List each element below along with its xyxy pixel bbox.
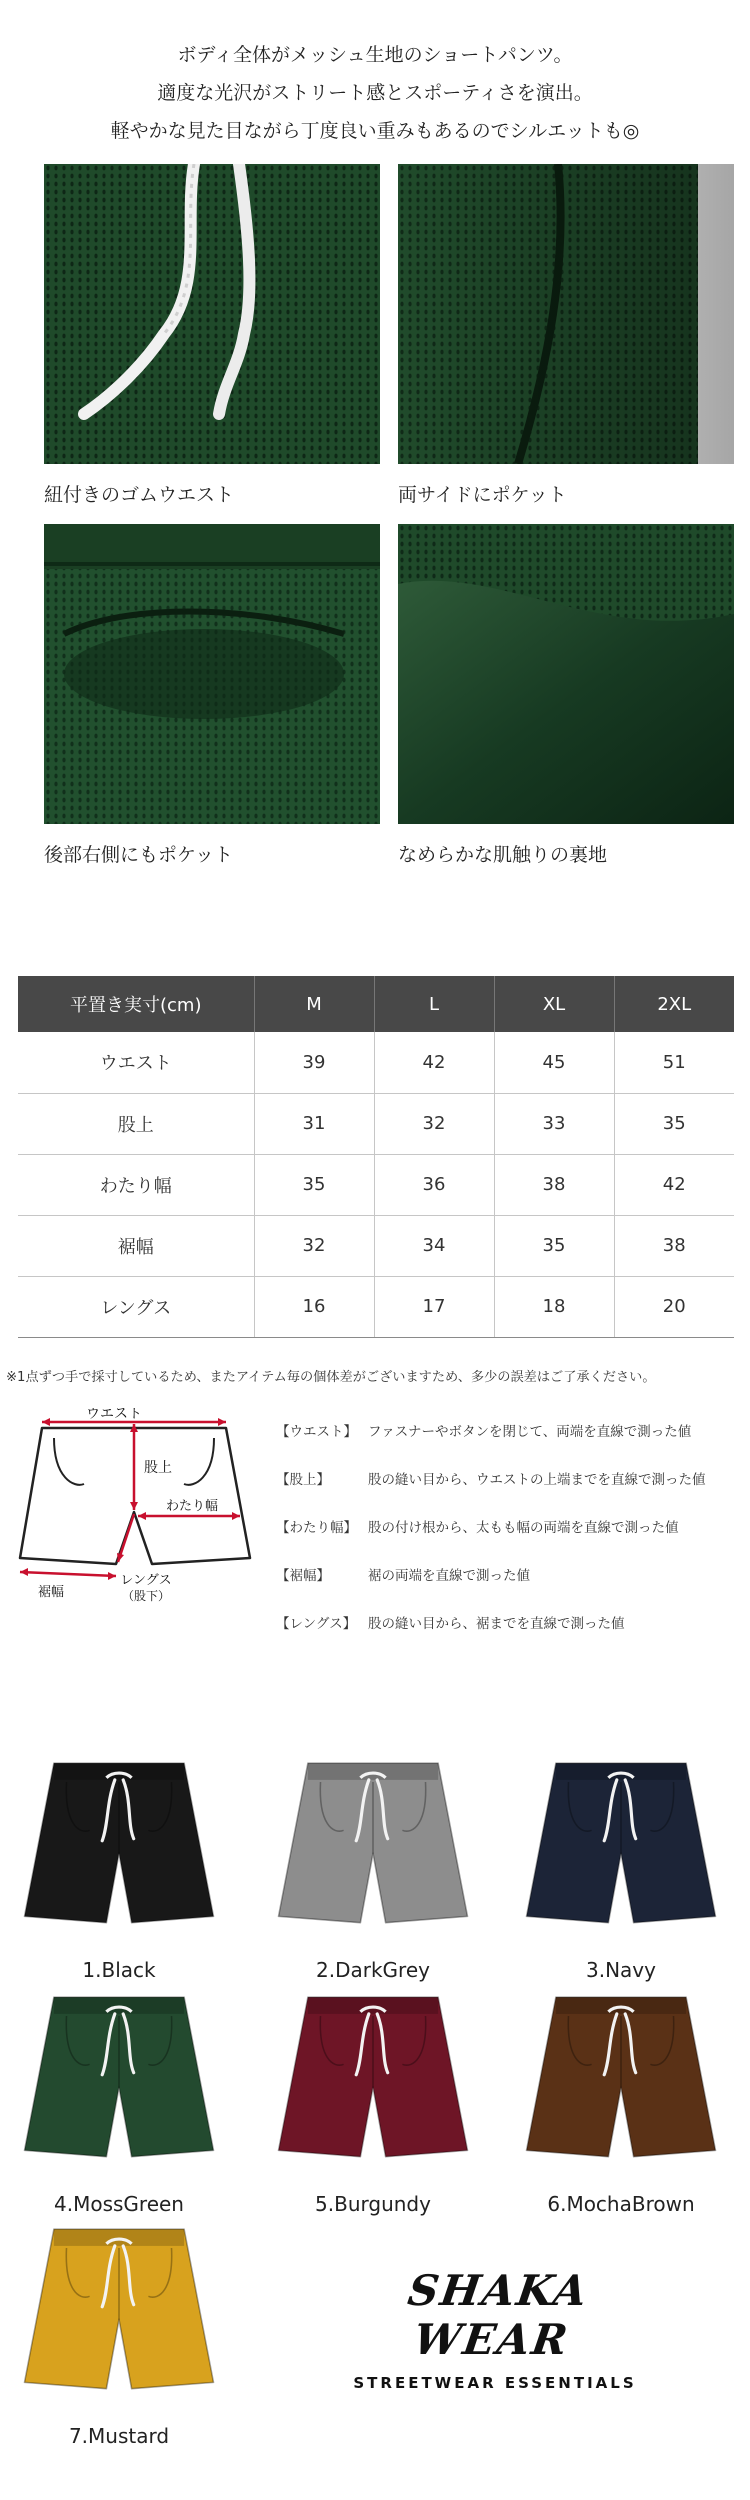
color-variant-burgundy[interactable]	[258, 1974, 488, 2216]
table-cell: 36	[374, 1154, 494, 1215]
shorts-image	[268, 1974, 478, 2184]
diagram-label-waist: ウエスト	[86, 1408, 142, 1422]
color-label: 1.Black	[82, 1958, 156, 1982]
diagram-label-thigh: わたり幅	[166, 1499, 219, 1514]
table-header-cell: XL	[494, 976, 614, 1032]
table-cell: ウエスト	[18, 1032, 254, 1093]
table-cell: 33	[494, 1093, 614, 1154]
table-cell: 39	[254, 1032, 374, 1093]
definition-row	[276, 1564, 746, 1612]
definition-text: 股の付け根から、太もも幅の両端を直線で測った値	[368, 1520, 679, 1536]
detail-photo-waist	[44, 164, 380, 464]
brand-tagline: STREETWEAR ESSENTIALS	[353, 2374, 637, 2392]
table-cell: 20	[614, 1276, 734, 1337]
shorts-image	[14, 2206, 224, 2416]
detail-caption: 紐付きのゴムウエスト	[44, 484, 235, 506]
color-variant-darkgrey[interactable]	[258, 1740, 488, 1982]
brand-logo	[345, 2266, 645, 2392]
shorts-image	[516, 1974, 726, 2184]
table-row	[18, 1032, 734, 1093]
diagram-label-rise: 股上	[144, 1460, 172, 1476]
table-header-cell: 平置き実寸(cm)	[18, 976, 254, 1032]
detail-photo-lining	[398, 524, 734, 824]
definition-key: 【裾幅】	[276, 1568, 330, 1584]
shorts-image	[516, 1740, 726, 1950]
table-row	[18, 1215, 734, 1276]
measurement-diagram	[14, 1408, 264, 1608]
table-cell: 35	[614, 1093, 734, 1154]
detail-caption: 両サイドにポケット	[398, 484, 567, 506]
definition-row	[276, 1516, 746, 1564]
table-cell: 32	[374, 1093, 494, 1154]
table-cell: 股上	[18, 1093, 254, 1154]
definition-text: 股の縫い目から、ウエストの上端までを直線で測った値	[368, 1472, 706, 1488]
intro-line: 軽やかな見た目ながら丁度良い重みもあるのでシルエットも◎	[110, 120, 640, 142]
table-cell: 35	[254, 1154, 374, 1215]
table-cell: レングス	[18, 1276, 254, 1337]
table-cell: 35	[494, 1215, 614, 1276]
definition-key: 【レングス】	[276, 1616, 357, 1632]
color-variant-mochabrown[interactable]	[506, 1974, 736, 2216]
table-cell: 17	[374, 1276, 494, 1337]
definition-key: 【わたり幅】	[276, 1520, 357, 1536]
shorts-image	[268, 1740, 478, 1950]
table-cell: 18	[494, 1276, 614, 1337]
color-variant-navy[interactable]	[506, 1740, 736, 1982]
table-cell: 42	[614, 1154, 734, 1215]
detail-photo-back-pocket	[44, 524, 380, 824]
definition-row	[276, 1612, 746, 1660]
definition-key: 【ウエスト】	[276, 1424, 357, 1440]
brand-name: SHAKA WEAR	[405, 2266, 592, 2364]
table-cell: 42	[374, 1032, 494, 1093]
table-cell: 34	[374, 1215, 494, 1276]
intro-text	[0, 36, 750, 150]
table-cell: 45	[494, 1032, 614, 1093]
color-label: 6.MochaBrown	[547, 2192, 695, 2216]
intro-line: 適度な光沢がストリート感とスポーティさを演出。	[157, 82, 593, 104]
color-variant-black[interactable]	[4, 1740, 234, 1982]
color-variant-mossgreen[interactable]	[4, 1974, 234, 2216]
color-variant-mustard[interactable]	[4, 2206, 234, 2448]
color-label: 5.Burgundy	[315, 2192, 431, 2216]
color-label: 3.Navy	[586, 1958, 656, 1982]
table-cell: 16	[254, 1276, 374, 1337]
color-label: 7.Mustard	[68, 2424, 170, 2448]
size-table-header	[18, 976, 734, 1032]
table-cell: 51	[614, 1032, 734, 1093]
definition-text: 股の縫い目から、裾までを直線で測った値	[368, 1616, 625, 1632]
detail-photo-side-pocket	[398, 164, 734, 464]
diagram-label-hem: 裾幅	[38, 1585, 65, 1600]
intro-line: ボディ全体がメッシュ生地のショートパンツ。	[177, 44, 573, 66]
color-label: 4.MossGreen	[54, 2192, 184, 2216]
table-cell: 38	[494, 1154, 614, 1215]
definition-text: ファスナーやボタンを閉じて、両端を直線で測った値	[368, 1424, 692, 1440]
table-row	[18, 1093, 734, 1154]
measurement-note: ※1点ずつ手で採寸しているため、またアイテム毎の個体差がございますため、多少の誤差はご了承ください。	[6, 1370, 656, 1385]
table-row	[18, 1154, 734, 1215]
measurement-definitions	[276, 1420, 746, 1660]
shorts-image	[14, 1974, 224, 2184]
table-header-cell: 2XL	[614, 976, 734, 1032]
color-label: 2.DarkGrey	[316, 1958, 430, 1982]
shorts-image	[14, 1740, 224, 1950]
table-cell: わたり幅	[18, 1154, 254, 1215]
definition-row	[276, 1468, 746, 1516]
diagram-label-length-sub: （股下）	[121, 1589, 171, 1603]
table-cell: 31	[254, 1093, 374, 1154]
definition-key: 【股上】	[276, 1472, 330, 1488]
table-header-cell: M	[254, 976, 374, 1032]
size-table	[18, 976, 734, 1338]
table-row	[18, 1276, 734, 1337]
diagram-label-length: レングス	[120, 1573, 172, 1588]
detail-caption: なめらかな肌触りの裏地	[398, 844, 608, 866]
table-header-cell: L	[374, 976, 494, 1032]
table-cell: 38	[614, 1215, 734, 1276]
definition-text: 裾の両端を直線で測った値	[368, 1568, 530, 1584]
definition-row	[276, 1420, 746, 1468]
table-cell: 裾幅	[18, 1215, 254, 1276]
detail-caption: 後部右側にもポケット	[44, 844, 234, 866]
table-cell: 32	[254, 1215, 374, 1276]
